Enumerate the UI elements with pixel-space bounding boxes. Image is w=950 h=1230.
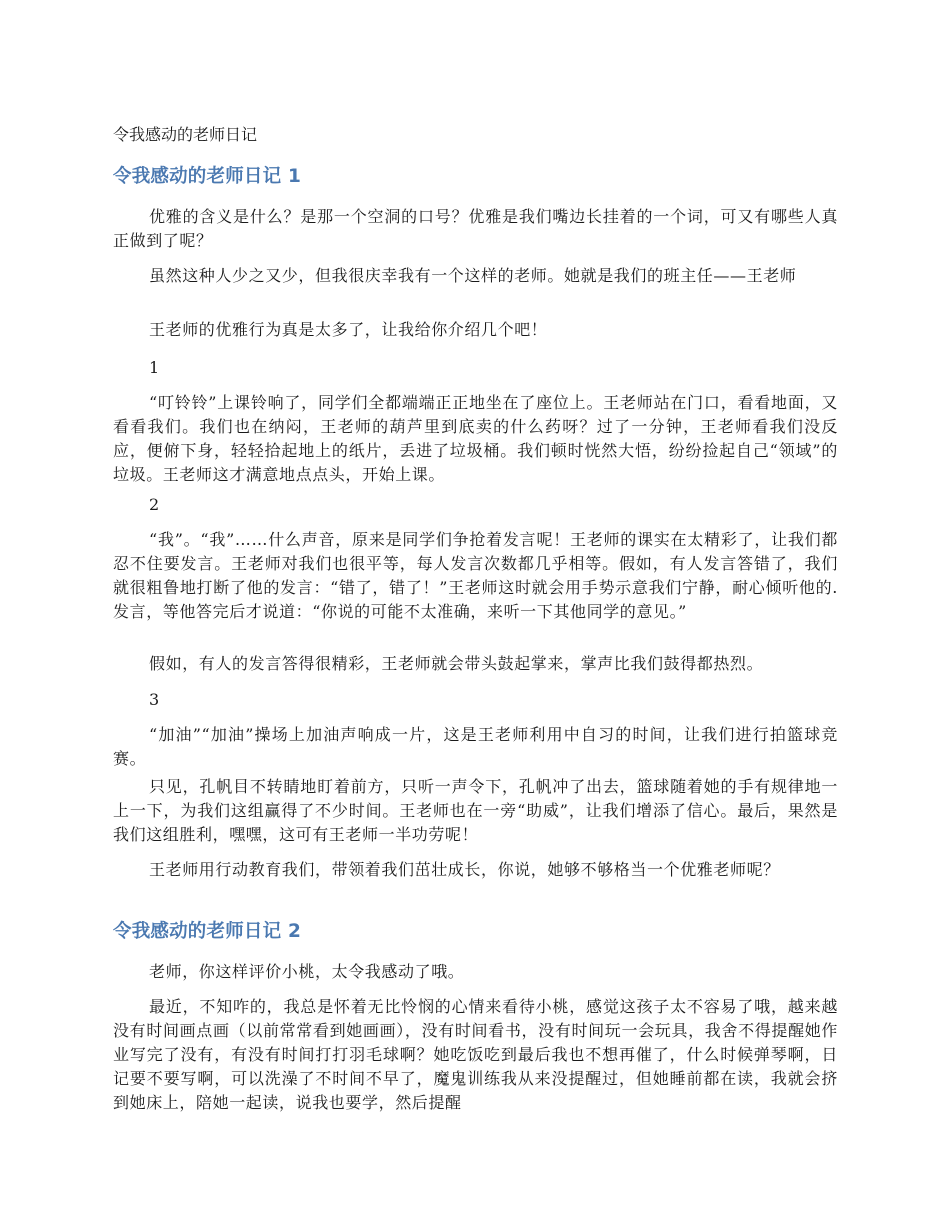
paragraph: 只见，孔帆目不转睛地盯着前方，只听一声令下，孔帆冲了出去，篮球随着她的手有规律地一上一下，为我们这组赢得了不少时间。王老师也在一旁“助威”，让我们增添了信心。最后，果然是我们这组胜利，嘿嘿，这可有王老师一半功劳呢！ — [113, 777, 838, 844]
paragraph: 虽然这种人少之又少，但我很庆幸我有一个这样的老师。她就是我们的班主任——王老师 — [149, 266, 797, 285]
paragraph: 假如，有人的发言答得很精彩，王老师就会带头鼓起掌来，掌声比我们鼓得都热烈。 — [149, 654, 764, 673]
subsection-number: 3 — [149, 690, 160, 709]
paragraph: 王老师的优雅行为真是太多了，让我给你介绍几个吧！ — [149, 320, 548, 339]
subsection-number: 1 — [149, 358, 160, 377]
paragraph: 最近，不知咋的，我总是怀着无比怜悯的心情来看待小桃，感觉这孩子太不容易了哦，越来越没有时间画点画（以前常常看到她画画），没有时间看书，没有时间玩一会玩具，我舍不得提醒她作业写完了没有，有没有时间打打羽毛球啊？她吃饭吃到最后我也不想再催了，什么时候弹琴啊，日记要不要写啊，可以洗澡了不时间不早了，魔鬼训练我从来没提醒过，但她睡前都在读，我就会挤到她床上，陪她一起读，说我也要学，然后提醒 — [113, 997, 838, 1112]
subsection-number: 2 — [149, 495, 160, 514]
section-heading-1: 令我感动的老师日记 1 — [113, 166, 302, 187]
paragraph: 王老师用行动教育我们，带领着我们茁壮成长，你说，她够不够格当一个优雅老师呢？ — [149, 860, 780, 879]
paragraph: “叮铃铃”上课铃响了，同学们全都端端正正地坐在了座位上。王老师站在门口，看看地面，又看看我们。我们也在纳闷，王老师的葫芦里到底卖的什么药呀？过了一分钟，王老师看我们没反应，便俯下身，轻轻拾起地上的纸片，丢进了垃圾桶。我们顿时恍然大悟，纷纷捡起自己“领域”的垃圾。王老师这才满意地点点头，开始上课。 — [113, 393, 838, 484]
document-title: 令我感动的老师日记 — [113, 125, 258, 144]
paragraph: 优雅的含义是什么？是那一个空洞的口号？优雅是我们嘴边长挂着的一个词，可又有哪些人真正做到了呢？ — [113, 207, 838, 250]
paragraph: “我”。“我”……什么声音，原来是同学们争抢着发言呢！王老师的课实在太精彩了，让我们都忍不住要发言。王老师对我们也很平等，每人发言次数都几乎相等。假如，有人发言答错了，我们就很粗鲁地打断了他的发言：“错了，错了！”王老师这时就会用手势示意我们宁静，耐心倾听他的.发言，等他答完后才说道：“你说的可能不太准确，来听一下其他同学的意见。” — [113, 530, 838, 621]
paragraph: 老师，你这样评价小桃，太令我感动了哦。 — [149, 962, 465, 981]
paragraph: “加油”“加油”操场上加油声响成一片，这是王老师利用中自习的时间，让我们进行拍篮球竞赛。 — [113, 725, 838, 768]
section-heading-2: 令我感动的老师日记 2 — [113, 921, 302, 942]
